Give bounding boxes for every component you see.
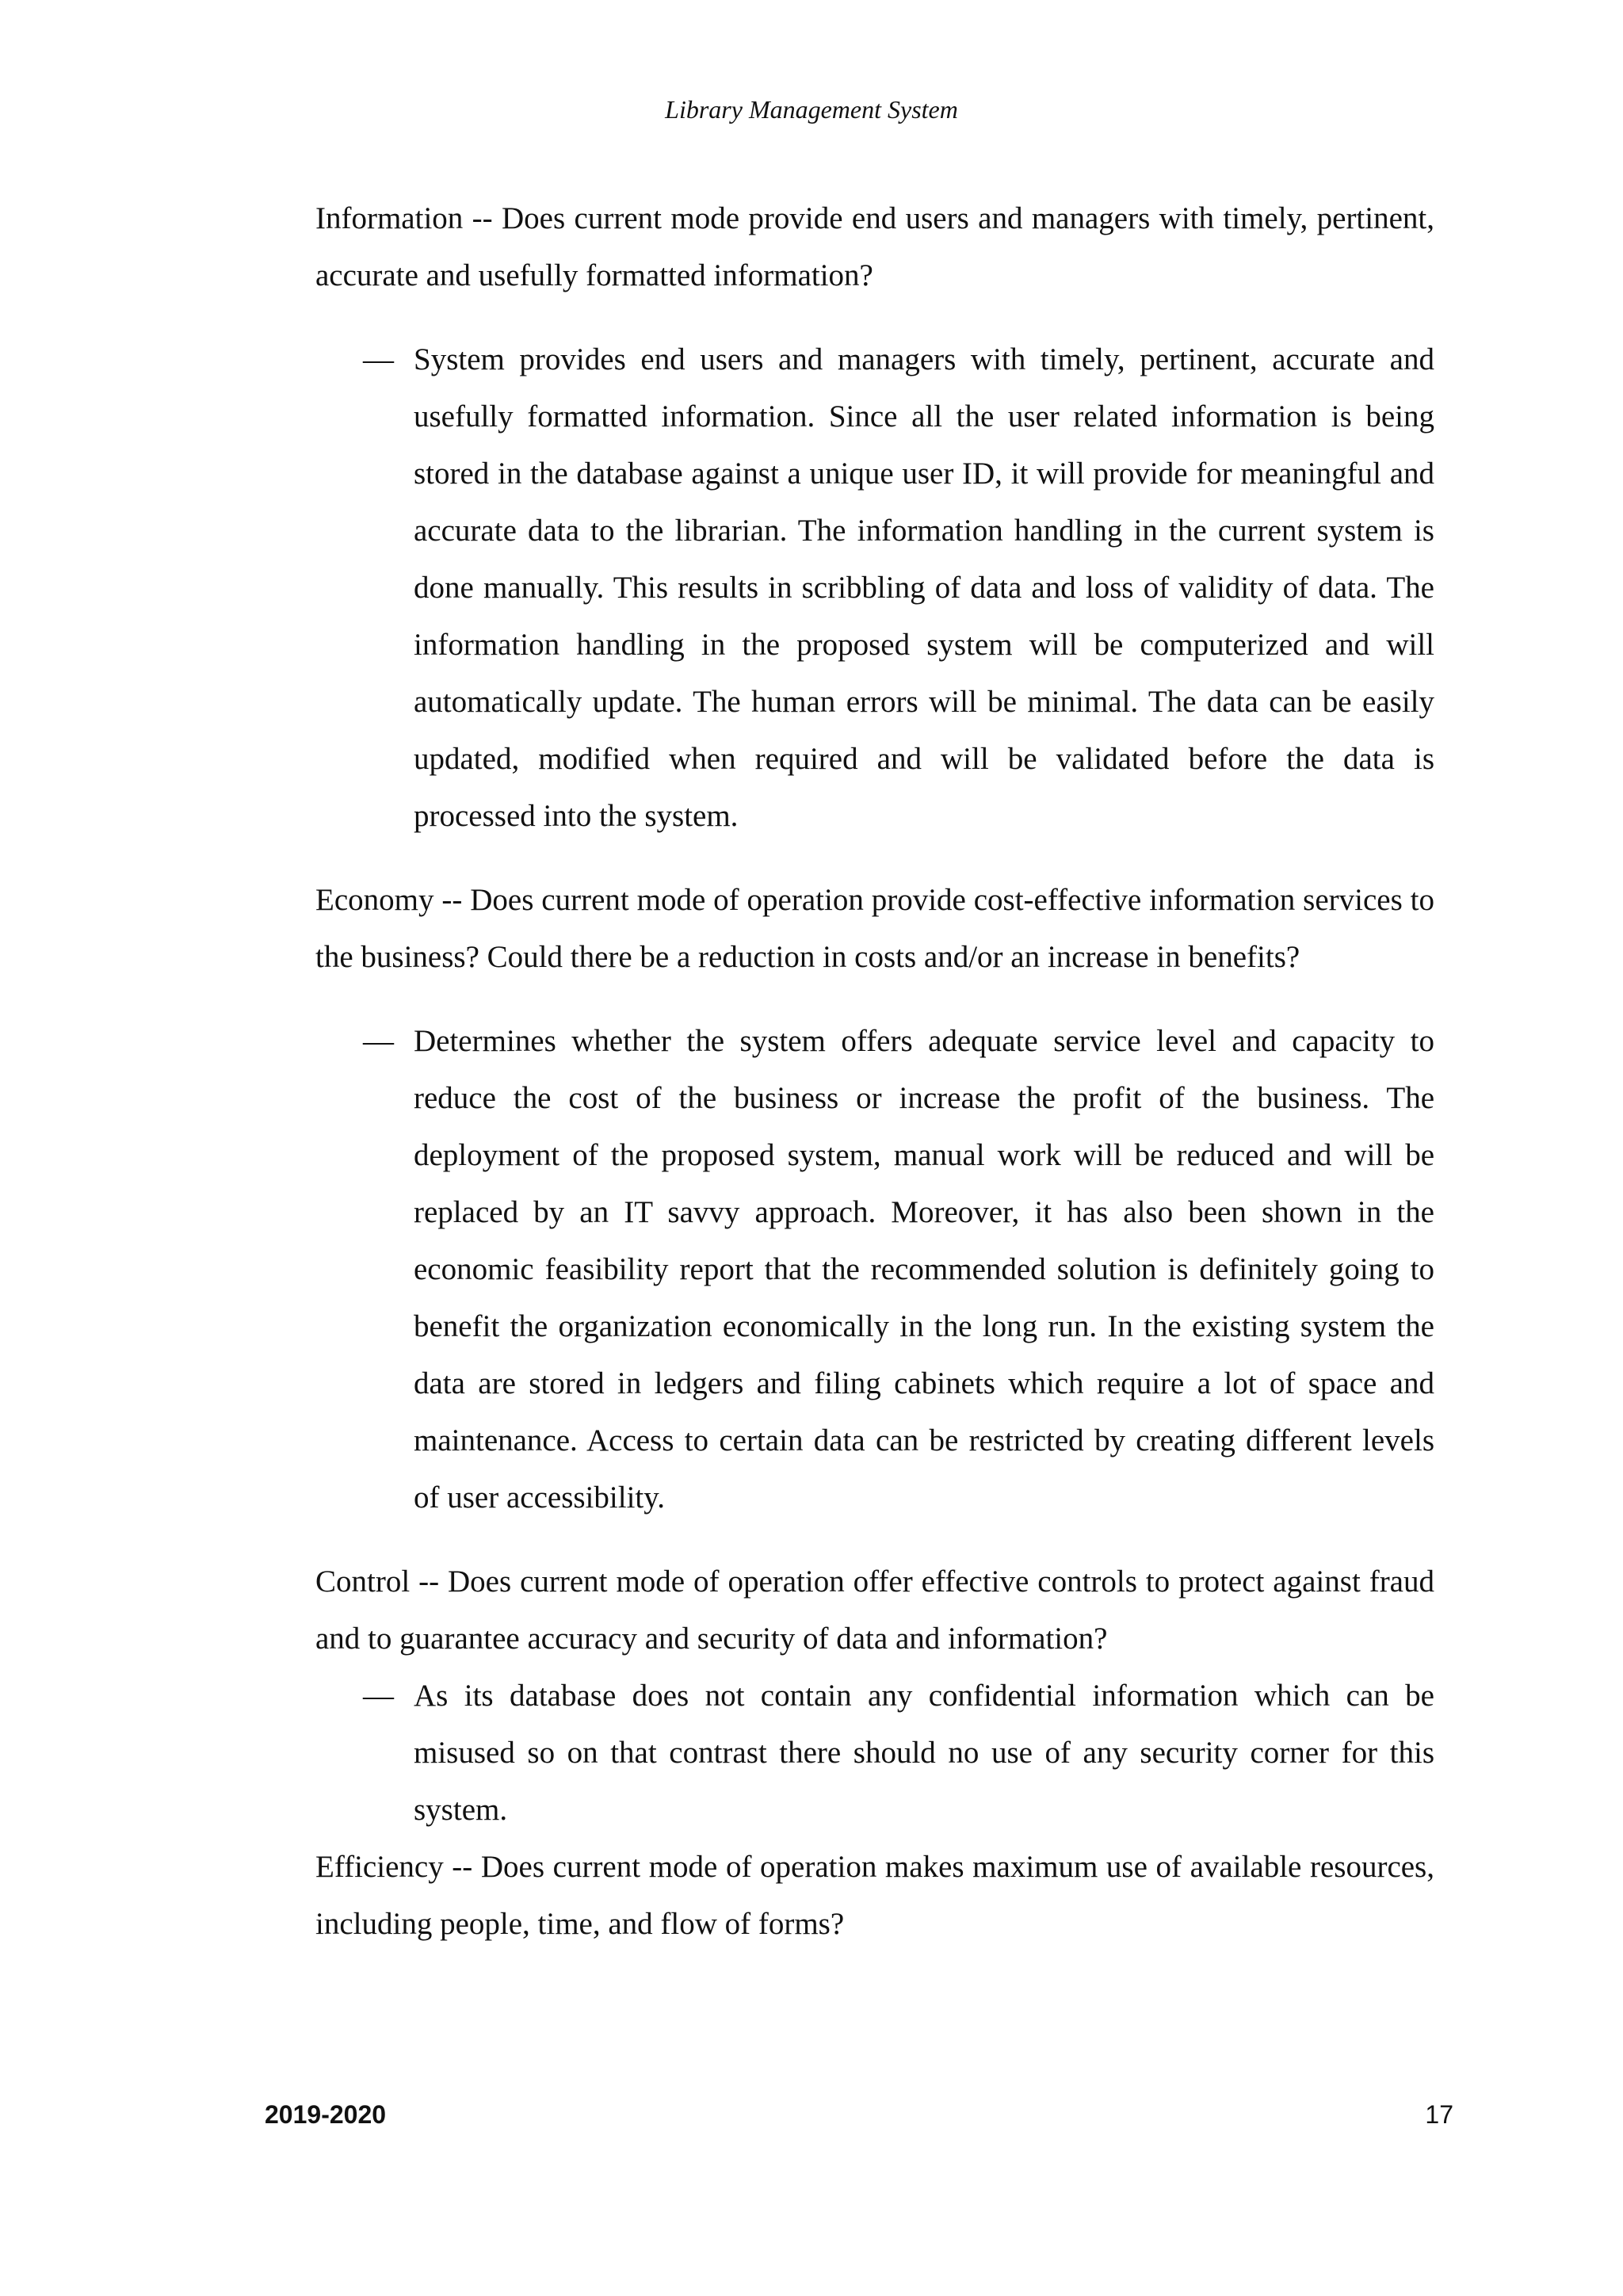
information-answer xyxy=(363,331,1434,845)
bullet-dash: — xyxy=(363,1024,394,1058)
page-number: 17 xyxy=(1425,2100,1453,2129)
control-answer xyxy=(363,1668,1434,1839)
footer-year: 2019-2020 xyxy=(265,2100,387,2129)
running-header: Library Management System xyxy=(665,95,958,124)
efficiency-question: Efficiency -- Does current mode of operation makes maximum use of available resources, including people, time, and flow of forms? xyxy=(315,1850,1434,1941)
economy-answer xyxy=(363,1013,1434,1526)
control-answer-text: As its database does not contain any confidential information which can be misused so on that contrast there should no use of any security corner for this system. xyxy=(414,1679,1434,1827)
economy-question: Economy -- Does current mode of operation provide cost-effective information services to the business? Could there be a reduction in costs and/or an increase in benefits? xyxy=(315,883,1434,974)
information-answer-text: System provides end users and managers with timely, pertinent, accurate and usefully formatted information. Since all the user related information is being stored in the database against a unique user ID, it will provide for meaningful and accurate data to the librarian. The information handling in the current system is done manually. This results in scribbling of data and loss of validity of data. The information handling in the proposed system will be computerized and will automatically update. The human errors will be minimal. The data can be easily updated, modified when required and will be validated before the data is processed into the system. xyxy=(414,342,1434,833)
bullet-dash: — xyxy=(363,1679,394,1713)
bullet-dash: — xyxy=(363,342,394,376)
information-question: Information -- Does current mode provide end users and managers with timely, pertinent, accurate and usefully formatted information? xyxy=(315,201,1434,292)
document-body xyxy=(315,190,1434,1953)
economy-answer-text: Determines whether the system offers adequate service level and capacity to reduce the cost of the business or increase the profit of the business. The deployment of the proposed system, manual work will be reduced and will be replaced by an IT savvy approach. Moreover, it has also been shown in the economic feasibility report that the recommended solution is definitely going to benefit the organization economically in the long run. In the existing system the data are stored in ledgers and filing cabinets which require a lot of space and maintenance. Access to certain data can be restricted by creating different levels of user accessibility. xyxy=(414,1024,1434,1515)
control-question: Control -- Does current mode of operation offer effective controls to protect against fraud and to guarantee accuracy and security of data and information? xyxy=(315,1564,1434,1656)
